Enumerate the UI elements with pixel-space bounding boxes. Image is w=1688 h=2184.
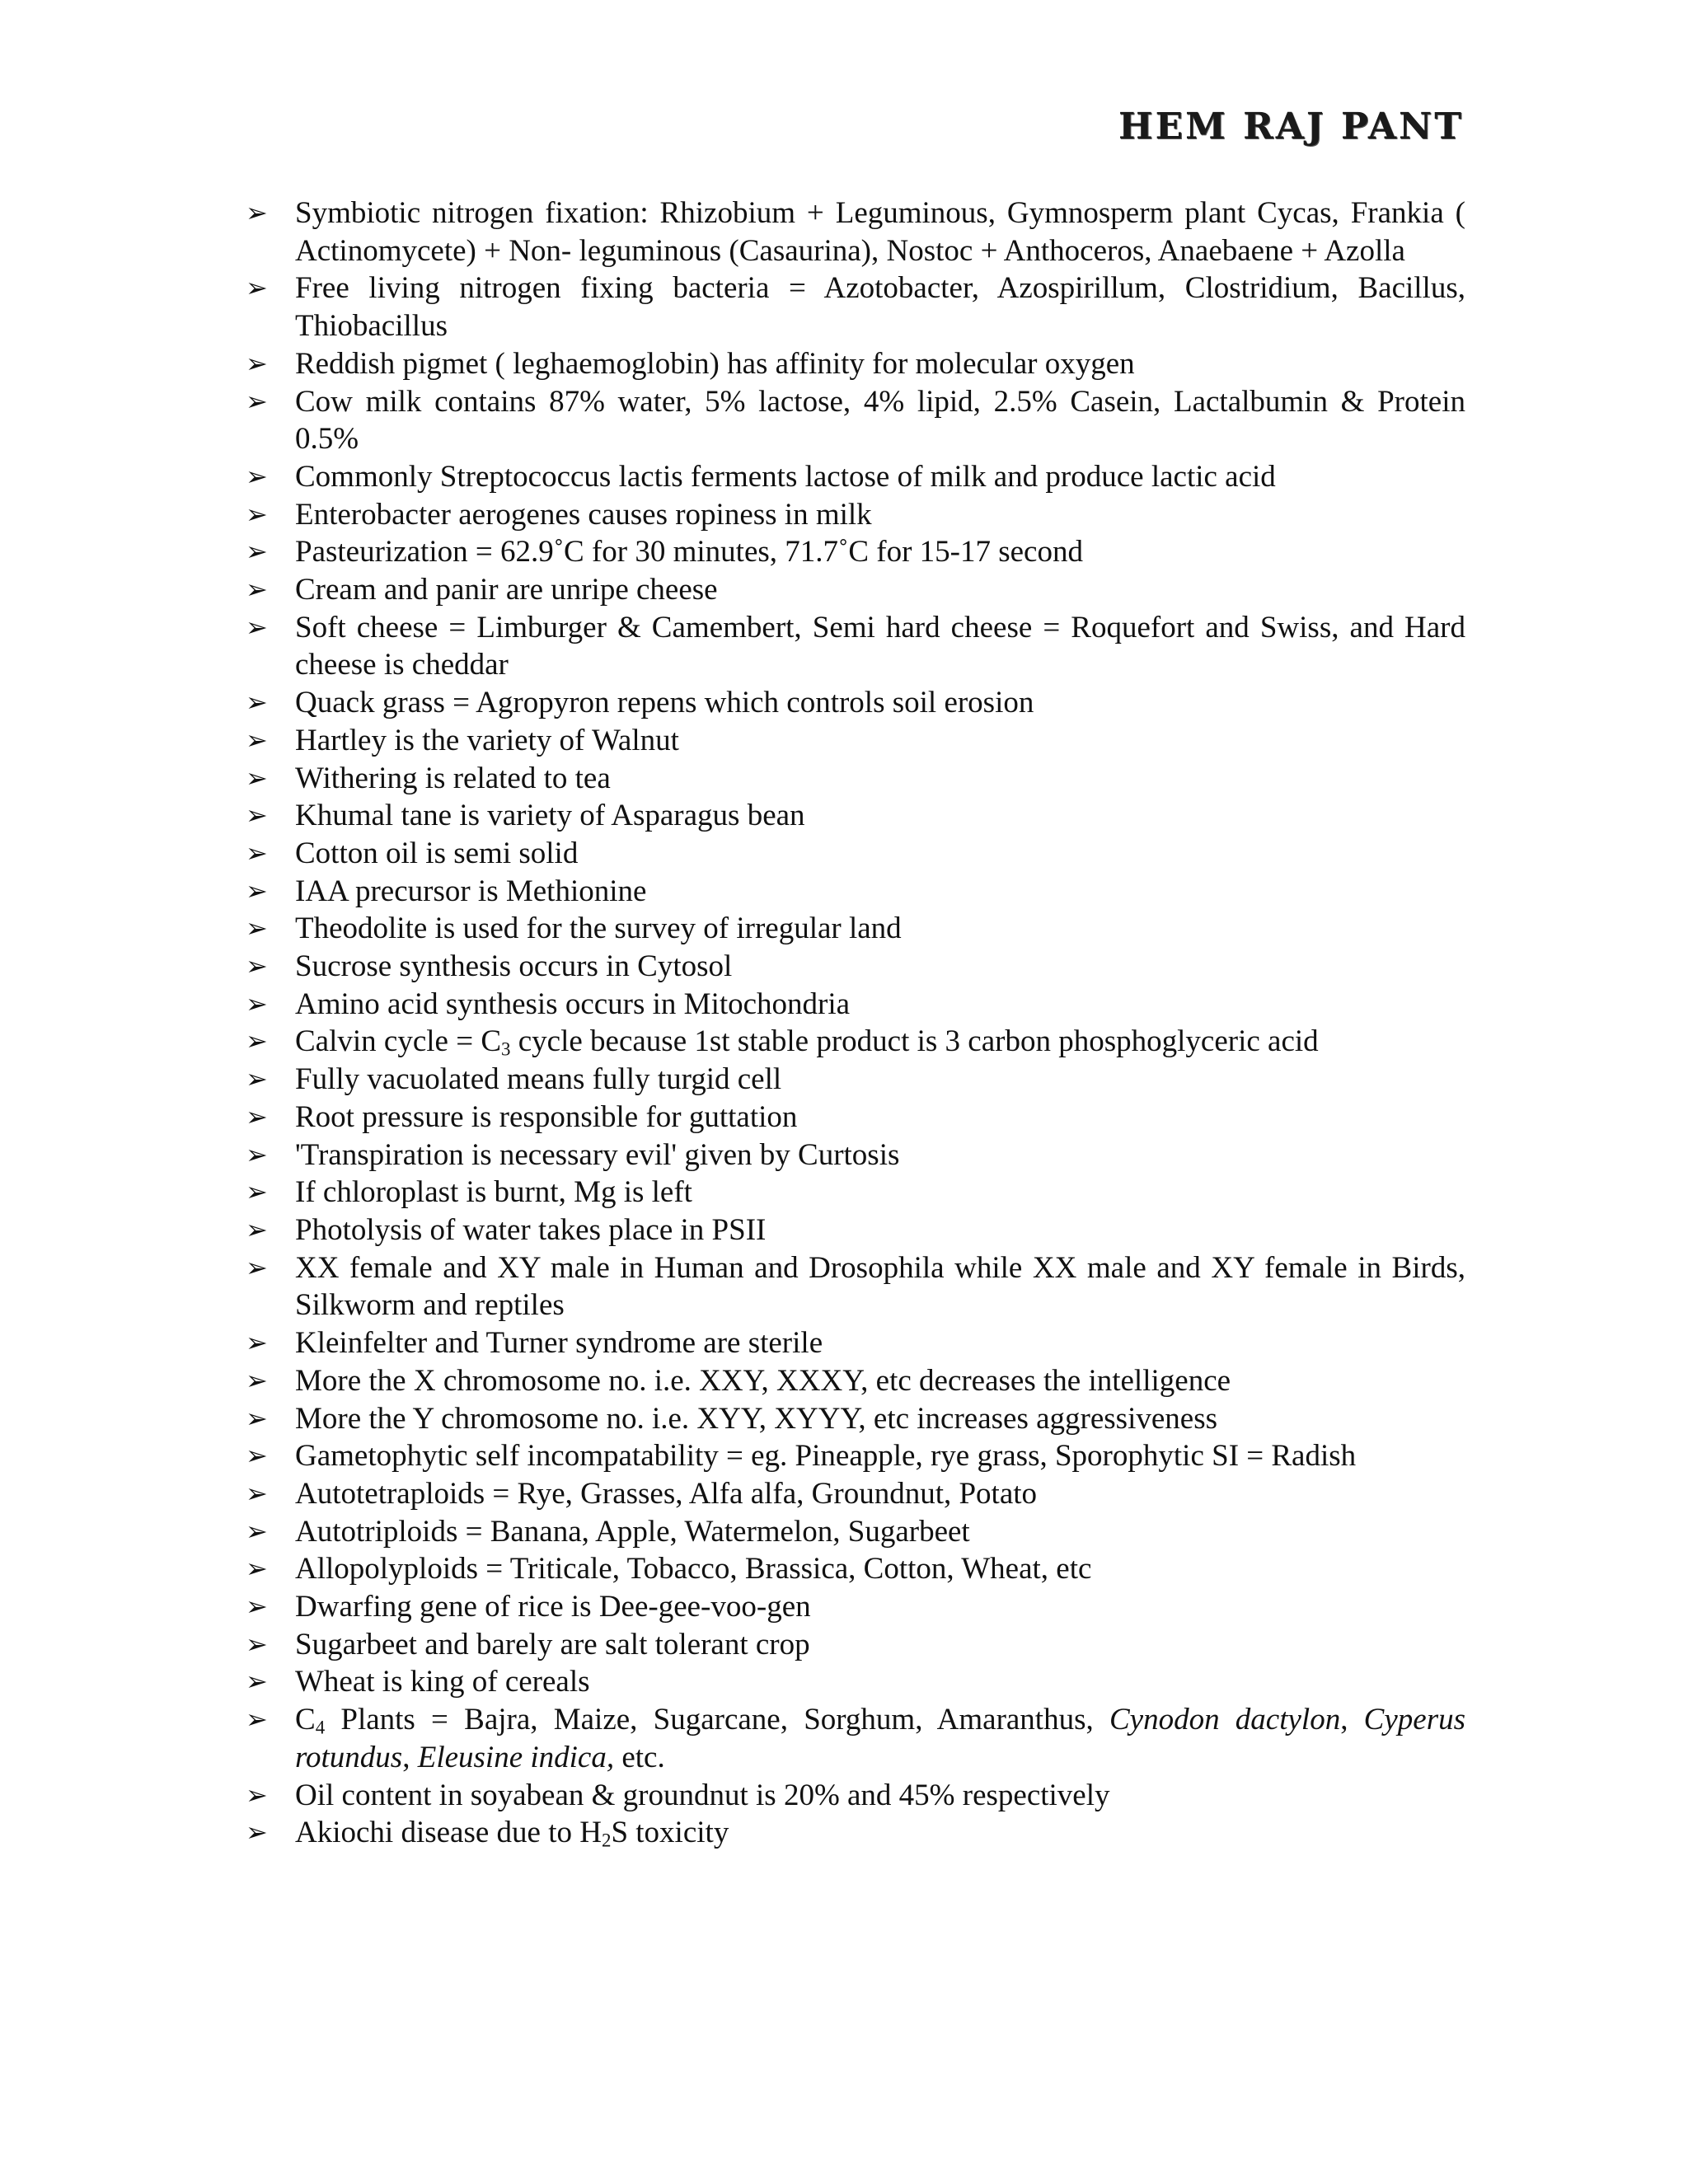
text-run: More the X chromosome no. i.e. XXY, XXXY, etc decreases the intelligence [295, 1363, 1231, 1398]
arrow-bullet-icon: ➢ [246, 837, 268, 869]
list-item-text [295, 1024, 1319, 1061]
list-item [246, 910, 1465, 948]
arrow-bullet-icon: ➢ [246, 1440, 268, 1472]
arrow-bullet-icon: ➢ [246, 272, 268, 304]
list-item-text [295, 837, 578, 870]
list-item [246, 684, 1465, 722]
list-item [246, 458, 1465, 496]
arrow-bullet-icon: ➢ [246, 1251, 268, 1283]
text-run: Cow milk contains 87% water, 5% lactose, 4% lipid, 2.5% Casein, Lactalbumin & Protein 0.5% [295, 384, 1465, 457]
arrow-bullet-icon: ➢ [246, 1025, 268, 1057]
list-item [246, 1023, 1465, 1061]
subscript: 3 [501, 1039, 511, 1061]
list-item [246, 797, 1465, 835]
text-run: Enterobacter aerogenes causes ropiness in milk [295, 497, 872, 532]
list-item-text [295, 271, 1465, 343]
arrow-bullet-icon: ➢ [246, 611, 268, 643]
text-run: Symbiotic nitrogen fixation: Rhizobium + Leguminous, Gymnosperm plant Cycas, Frankia ( Actinomycete) + Non- leguminous (Casaurina), Nostoc + Anthoceros, Anaebaene + Azolla [295, 196, 1465, 268]
list-item-text [295, 1703, 1465, 1774]
list-item-text [295, 686, 1034, 719]
text-run: Commonly Streptococcus lactis ferments lactose of milk and produce lactic acid [295, 459, 1276, 494]
text-run: Dwarfing gene of rice is Dee-gee-voo-gen [295, 1590, 811, 1624]
list-item [246, 1362, 1465, 1400]
list-item [246, 1437, 1465, 1475]
list-item [246, 1249, 1465, 1324]
arrow-bullet-icon: ➢ [246, 1138, 268, 1170]
list-item [246, 760, 1465, 798]
list-item-text [295, 1402, 1217, 1436]
text-run: cycle because 1st stable product is 3 carbon phosphoglyceric acid [510, 1024, 1319, 1059]
text-run: XX female and XY male in Human and Drosophila while XX male and XY female in Birds, Silkworm and reptiles [295, 1250, 1465, 1323]
text-run: Amino acid synthesis occurs in Mitochondria [295, 987, 851, 1021]
arrow-bullet-icon: ➢ [246, 460, 268, 492]
text-run: , [1340, 1703, 1364, 1737]
arrow-bullet-icon: ➢ [246, 385, 268, 417]
text-run: Kleinfelter and Turner syndrome are sterile [295, 1326, 823, 1361]
list-item [246, 609, 1465, 684]
arrow-bullet-icon: ➢ [246, 1213, 268, 1245]
text-run: Fully vacuolated means fully turgid cell [295, 1062, 782, 1097]
list-item [246, 1099, 1465, 1137]
author-header: HEM RAJ PANT [1118, 105, 1464, 148]
arrow-bullet-icon: ➢ [246, 574, 268, 606]
arrow-bullet-icon: ➢ [246, 1063, 268, 1095]
arrow-bullet-icon: ➢ [246, 762, 268, 794]
list-item-text [295, 498, 872, 532]
italic-text: Eleusine indica, [417, 1740, 615, 1774]
list-item [246, 1324, 1465, 1362]
italic-text: Cynodon dactylon [1109, 1703, 1341, 1737]
list-item-text [295, 949, 732, 983]
text-run: Gametophytic self incompatability = eg. Pineapple, rye grass, Sporophytic SI = Radish [295, 1439, 1357, 1474]
list-item [246, 1174, 1465, 1212]
arrow-bullet-icon: ➢ [246, 1100, 268, 1132]
list-item [246, 1588, 1465, 1626]
list-item [246, 269, 1465, 344]
text-run: Akiochi disease due to H [295, 1816, 602, 1850]
list-item-text [295, 611, 1465, 682]
text-run: Sugarbeet and barely are salt tolerant crop [295, 1627, 810, 1661]
text-run: Quack grass = Agropyron repens which controls soil erosion [295, 686, 1034, 720]
list-item-text [295, 385, 1465, 457]
list-item-text [295, 1665, 590, 1699]
list-item-text [295, 799, 805, 832]
text-run: Hartley is the variety of Walnut [295, 723, 679, 757]
text-run: Plants = Bajra, Maize, Sugarcane, Sorghum, Amaranthus, [325, 1703, 1109, 1737]
arrow-bullet-icon: ➢ [246, 799, 268, 832]
list-item-text [295, 1552, 1091, 1586]
list-item-text [295, 912, 902, 945]
text-run: IAA precursor is Methionine [295, 874, 647, 908]
list-item [246, 571, 1465, 609]
arrow-bullet-icon: ➢ [246, 1704, 268, 1736]
text-run: Calvin cycle = C [295, 1024, 502, 1059]
arrow-bullet-icon: ➢ [246, 1515, 268, 1547]
text-run: Withering is related to tea [295, 761, 611, 795]
arrow-bullet-icon: ➢ [246, 1816, 268, 1849]
list-item-text [295, 1364, 1231, 1398]
list-item [246, 1061, 1465, 1099]
arrow-bullet-icon: ➢ [246, 950, 268, 982]
list-item [246, 1777, 1465, 1815]
text-run: etc. [614, 1740, 665, 1774]
list-item [246, 1400, 1465, 1438]
arrow-bullet-icon: ➢ [246, 912, 268, 944]
arrow-bullet-icon: ➢ [246, 197, 268, 228]
text-run: C [295, 1703, 316, 1737]
list-item-text [295, 347, 1135, 381]
list-item [246, 1814, 1465, 1852]
text-run: Cotton oil is semi solid [295, 836, 579, 870]
list-item-text [295, 535, 1083, 569]
subscript: 4 [315, 1717, 326, 1738]
text-run: If chloroplast is burnt, Mg is left [295, 1175, 692, 1210]
list-item-text [295, 1175, 692, 1209]
list-item [246, 986, 1465, 1024]
arrow-bullet-icon: ➢ [246, 1477, 268, 1509]
arrow-bullet-icon: ➢ [246, 1176, 268, 1208]
notes-list [246, 194, 1465, 1852]
list-item [246, 533, 1465, 571]
text-run: Autotriploids = Banana, Apple, Watermelon, Sugarbeet [295, 1514, 970, 1549]
list-item-text [295, 573, 718, 607]
text-run: S toxicity [611, 1816, 729, 1850]
list-item [246, 496, 1465, 534]
arrow-bullet-icon: ➢ [246, 1327, 268, 1359]
list-item [246, 345, 1465, 383]
list-item-text [295, 874, 646, 908]
text-run: Pasteurization = 62.9˚C for 30 minutes, 71.7˚C for 15-17 second [295, 535, 1083, 569]
subscript: 2 [601, 1830, 612, 1851]
list-item-text [295, 1628, 810, 1661]
text-run: More the Y chromosome no. i.e. XYY, XYYY, etc increases aggressiveness [295, 1401, 1217, 1436]
text-run: , [402, 1740, 418, 1774]
arrow-bullet-icon: ➢ [246, 1553, 268, 1585]
arrow-bullet-icon: ➢ [246, 1779, 268, 1811]
list-item-text [295, 1062, 781, 1096]
list-item [246, 835, 1465, 873]
text-run: Allopolyploids = Triticale, Tobacco, Brassica, Cotton, Wheat, etc [295, 1552, 1092, 1586]
list-item-text [295, 1515, 970, 1549]
text-run: Free living nitrogen fixing bacteria = Azotobacter, Azospirillum, Clostridium, Bacillus, Thiobacillus [295, 271, 1465, 344]
list-item [246, 1137, 1465, 1174]
list-item [246, 1701, 1465, 1776]
text-run: Khumal tane is variety of Asparagus bean [295, 799, 805, 833]
list-item-text [295, 1477, 1037, 1511]
list-item [246, 948, 1465, 986]
arrow-bullet-icon: ➢ [246, 987, 268, 1019]
text-run: Root pressure is responsible for guttation [295, 1099, 798, 1134]
list-item [246, 1513, 1465, 1551]
arrow-bullet-icon: ➢ [246, 1402, 268, 1434]
arrow-bullet-icon: ➢ [246, 687, 268, 719]
text-run: Cream and panir are unripe cheese [295, 573, 718, 607]
text-run: Sucrose synthesis occurs in Cytosol [295, 949, 733, 984]
arrow-bullet-icon: ➢ [246, 498, 268, 530]
list-item-text [295, 460, 1276, 494]
list-item-text [295, 1138, 899, 1172]
list-item [246, 383, 1465, 458]
list-item-text [295, 1439, 1356, 1473]
list-item [246, 873, 1465, 911]
list-item-text [295, 1590, 811, 1624]
list-item [246, 1475, 1465, 1513]
arrow-bullet-icon: ➢ [246, 1591, 268, 1623]
text-run: Reddish pigmet ( leghaemoglobin) has affinity for molecular oxygen [295, 346, 1135, 381]
list-item-text [295, 1251, 1465, 1323]
text-run: Soft cheese = Limburger & Camembert, Semi hard cheese = Roquefort and Swiss, and Hard cheese is cheddar [295, 610, 1465, 682]
arrow-bullet-icon: ➢ [246, 1628, 268, 1660]
list-item-text [295, 762, 611, 795]
list-item-text [295, 196, 1465, 268]
text-run: Autotetraploids = Rye, Grasses, Alfa alfa, Groundnut, Potato [295, 1476, 1038, 1511]
arrow-bullet-icon: ➢ [246, 874, 268, 907]
list-item [246, 194, 1465, 269]
text-run: Oil content in soyabean & groundnut is 20% and 45% respectively [295, 1778, 1110, 1812]
text-run: Photolysis of water takes place in PSII [295, 1212, 767, 1247]
list-item-text [295, 1779, 1110, 1812]
list-item [246, 1626, 1465, 1664]
text-run: Wheat is king of cereals [295, 1665, 590, 1699]
text-run: Theodolite is used for the survey of irregular land [295, 912, 902, 946]
arrow-bullet-icon: ➢ [246, 1364, 268, 1396]
list-item-text [295, 724, 679, 757]
list-item [246, 722, 1465, 760]
arrow-bullet-icon: ➢ [246, 347, 268, 379]
list-item [246, 1663, 1465, 1701]
list-item [246, 1212, 1465, 1249]
list-item-text [295, 1816, 729, 1849]
list-item-text [295, 1100, 797, 1134]
text-run: 'Transpiration is necessary evil' given by Curtosis [295, 1137, 900, 1172]
arrow-bullet-icon: ➢ [246, 1666, 268, 1698]
list-item-text [295, 1326, 823, 1360]
italic-text: Cyperus rotundus [295, 1703, 1465, 1774]
arrow-bullet-icon: ➢ [246, 724, 268, 756]
list-item [246, 1550, 1465, 1588]
list-item-text [295, 987, 850, 1021]
list-item-text [295, 1213, 766, 1247]
arrow-bullet-icon: ➢ [246, 536, 268, 568]
